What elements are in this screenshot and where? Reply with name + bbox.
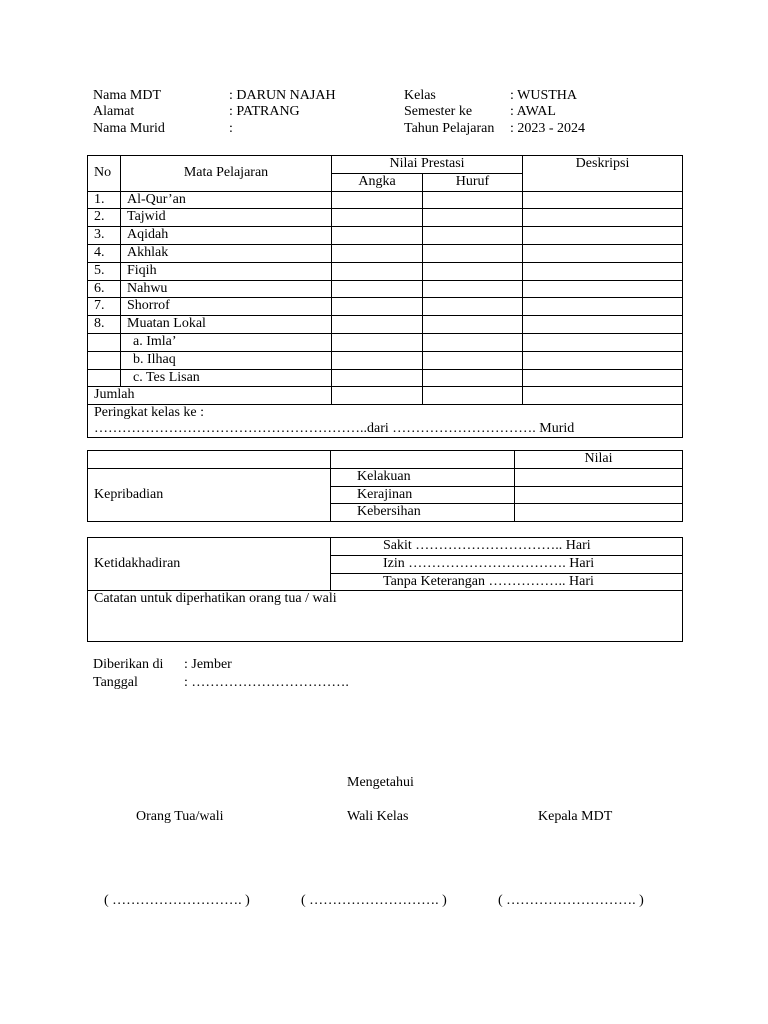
angka-cell[interactable] (332, 280, 423, 298)
huruf-cell[interactable] (423, 333, 523, 351)
nilai-header: Nilai (515, 451, 683, 469)
sakit-line: Sakit ………………………….. Hari (331, 538, 683, 556)
kelakuan-nilai-cell[interactable] (515, 468, 683, 486)
row-subject: Nahwu (121, 280, 332, 298)
huruf-cell[interactable] (423, 298, 523, 316)
deskripsi-cell[interactable] (523, 209, 683, 227)
table-row (88, 369, 683, 387)
col-mapel-header: Mata Pelajaran (121, 156, 332, 192)
huruf-cell[interactable] (423, 244, 523, 262)
tahun-label: Tahun Pelajaran (404, 121, 495, 136)
deskripsi-cell[interactable] (523, 333, 683, 351)
nama-murid-value: : (229, 121, 233, 136)
row-no: 8. (88, 316, 121, 334)
row-no: 7. (88, 298, 121, 316)
row-subject: Shorrof (121, 298, 332, 316)
huruf-cell[interactable] (423, 191, 523, 209)
grades-table (87, 155, 683, 438)
col-angka-header: Angka (332, 173, 423, 191)
huruf-cell[interactable] (423, 280, 523, 298)
mengetahui-label: Mengetahui (347, 775, 414, 790)
deskripsi-cell[interactable] (523, 244, 683, 262)
signature-wali-kelas: ( ………………………. ) (301, 893, 447, 908)
table-row (88, 298, 683, 316)
huruf-cell[interactable] (423, 369, 523, 387)
table-row (88, 262, 683, 280)
table-row (88, 244, 683, 262)
row-no (88, 333, 121, 351)
orang-tua-label: Orang Tua/wali (136, 809, 224, 824)
deskripsi-cell[interactable] (523, 316, 683, 334)
diberikan-value: : Jember (184, 657, 232, 672)
row-no: 5. (88, 262, 121, 280)
angka-cell[interactable] (332, 209, 423, 227)
catatan-label: Catatan untuk diperhatikan orang tua / wali (94, 591, 337, 607)
row-subject: Akhlak (121, 244, 332, 262)
deskripsi-cell[interactable] (523, 280, 683, 298)
wali-kelas-label: Wali Kelas (347, 809, 409, 824)
col-no-header: No (88, 156, 121, 192)
angka-cell[interactable] (332, 351, 423, 369)
semester-label: Semester ke (404, 104, 473, 119)
row-no: 4. (88, 244, 121, 262)
table-row (88, 351, 683, 369)
huruf-cell[interactable] (423, 227, 523, 245)
kepala-mdt-label: Kepala MDT (538, 809, 613, 824)
tanpa-keterangan-line: Tanpa Keterangan …………….. Hari (331, 573, 683, 591)
angka-cell[interactable] (332, 298, 423, 316)
row-subject: a. Imla’ (121, 333, 332, 351)
col-deskripsi-header: Deskripsi (523, 156, 683, 192)
row-no: 2. (88, 209, 121, 227)
row-subject: c. Tes Lisan (121, 369, 332, 387)
table-row (88, 333, 683, 351)
row-subject: b. Ilhaq (121, 351, 332, 369)
row-no (88, 369, 121, 387)
jumlah-huruf-cell[interactable] (423, 387, 523, 405)
jumlah-angka-cell[interactable] (332, 387, 423, 405)
row-no: 6. (88, 280, 121, 298)
diberikan-label: Diberikan di (93, 657, 164, 672)
kelas-label: Kelas (404, 88, 436, 103)
deskripsi-cell[interactable] (523, 191, 683, 209)
angka-cell[interactable] (332, 227, 423, 245)
tanggal-value: : ……………………………. (184, 675, 349, 690)
angka-cell[interactable] (332, 262, 423, 280)
kerajinan-label: Kerajinan (331, 486, 515, 504)
angka-cell[interactable] (332, 369, 423, 387)
ketidakhadiran-label: Ketidakhadiran (88, 538, 331, 591)
alamat-value: : PATRANG (229, 104, 300, 119)
table-row (88, 209, 683, 227)
kelas-value: : WUSTHA (510, 88, 578, 103)
kelakuan-label: Kelakuan (331, 468, 515, 486)
row-no (88, 351, 121, 369)
jumlah-deskripsi-cell[interactable] (523, 387, 683, 405)
peringkat-label: Peringkat kelas ke : (94, 405, 205, 421)
alamat-label: Alamat (93, 104, 135, 119)
angka-cell[interactable] (332, 244, 423, 262)
nama-mdt-label: Nama MDT (93, 88, 162, 103)
semester-value: : AWAL (510, 104, 556, 119)
tanggal-label: Tanggal (93, 675, 138, 690)
ketidakhadiran-table (87, 537, 683, 642)
col-huruf-header: Huruf (423, 173, 523, 191)
kepribadian-table (87, 450, 683, 522)
angka-cell[interactable] (332, 333, 423, 351)
angka-cell[interactable] (332, 191, 423, 209)
kerajinan-nilai-cell[interactable] (515, 486, 683, 504)
col-nilai-header: Nilai Prestasi (332, 156, 523, 174)
peringkat-row (88, 405, 683, 438)
signature-kepala-mdt: ( ………………………. ) (498, 893, 644, 908)
tahun-value: : 2023 - 2024 (510, 121, 586, 136)
jumlah-label: Jumlah (88, 387, 332, 405)
nama-murid-label: Nama Murid (93, 121, 165, 136)
huruf-cell[interactable] (423, 316, 523, 334)
kebersihan-nilai-cell[interactable] (515, 504, 683, 522)
jumlah-row (88, 387, 683, 405)
huruf-cell[interactable] (423, 351, 523, 369)
angka-cell[interactable] (332, 316, 423, 334)
table-row (88, 280, 683, 298)
deskripsi-cell[interactable] (523, 227, 683, 245)
table-row (88, 316, 683, 334)
signature-orang-tua: ( ………………………. ) (104, 893, 250, 908)
kebersihan-label: Kebersihan (331, 504, 515, 522)
row-subject: Fiqih (121, 262, 332, 280)
huruf-cell[interactable] (423, 262, 523, 280)
row-subject: Tajwid (121, 209, 332, 227)
table-row (88, 191, 683, 209)
row-subject: Aqidah (121, 227, 332, 245)
catatan-box[interactable] (88, 591, 683, 642)
table-row (88, 227, 683, 245)
deskripsi-cell[interactable] (523, 351, 683, 369)
nama-mdt-value: : DARUN NAJAH (229, 88, 336, 103)
row-subject: Muatan Lokal (121, 316, 332, 334)
deskripsi-cell[interactable] (523, 262, 683, 280)
row-no: 1. (88, 191, 121, 209)
izin-line: Izin ……………………………. Hari (331, 555, 683, 573)
peringkat-line: …………………………………………………..dari …………………………. Murid (94, 421, 575, 437)
row-subject: Al-Qur’an (121, 191, 332, 209)
deskripsi-cell[interactable] (523, 298, 683, 316)
deskripsi-cell[interactable] (523, 369, 683, 387)
row-no: 3. (88, 227, 121, 245)
huruf-cell[interactable] (423, 209, 523, 227)
kepribadian-label: Kepribadian (88, 468, 331, 521)
